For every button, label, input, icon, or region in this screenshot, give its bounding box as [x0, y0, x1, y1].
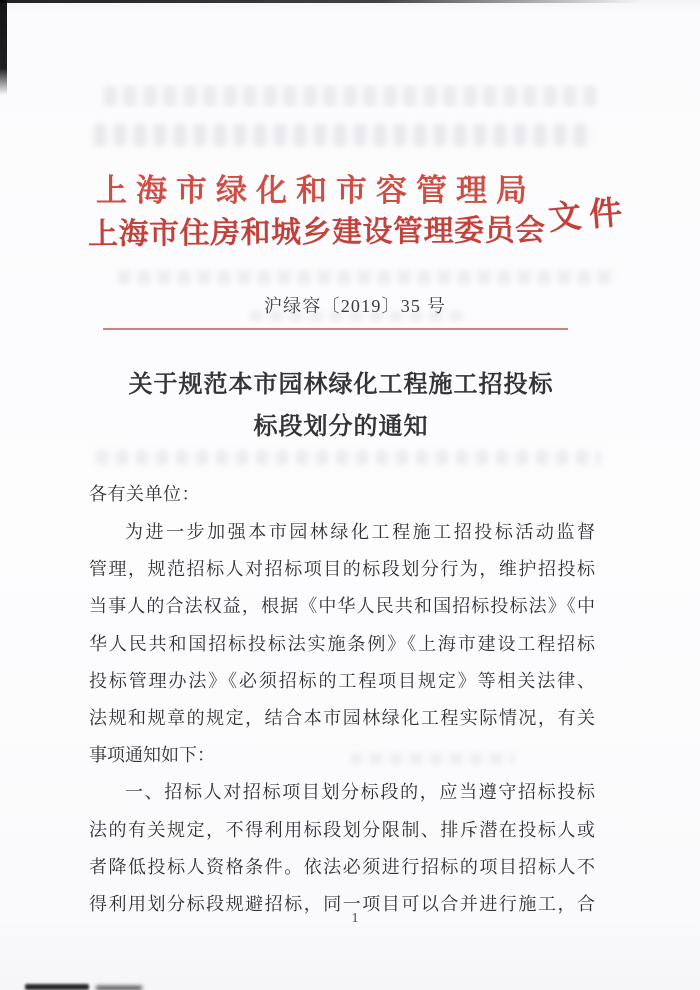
body-line: 法规和规章的规定，结合本市园林绿化工程实际情况，有关 [89, 708, 595, 729]
document-title [95, 365, 587, 448]
letterhead-agency-line1: 上海市绿化和市容管理局 [96, 173, 536, 208]
document-title-line1: 关于规范本市园林绿化工程施工招投标 [128, 372, 554, 398]
scan-mark-bottom-left-2 [96, 986, 142, 990]
body-line: 事项通知如下： [89, 745, 215, 766]
bleedthrough-ghost-text [96, 450, 601, 465]
salutation: 各有关单位： [89, 484, 200, 504]
red-separator-rule [103, 328, 568, 330]
bleedthrough-ghost-text [94, 124, 594, 146]
document-reference-number: 沪绿容〔2019〕35 号 [263, 296, 447, 316]
bleedthrough-ghost-text [118, 270, 618, 284]
letterhead-doc-type-label: 文件 [546, 194, 632, 238]
document-body [89, 514, 595, 923]
body-line: 一、招标人对招标项目划分标段的，应当遵守招标投标 [125, 782, 595, 803]
letterhead-agency-line2: 上海市住房和城乡建设管理委员会 [87, 214, 546, 251]
scan-mark-bottom-left [25, 984, 89, 990]
page-number: 1 [351, 911, 359, 926]
body-line: 当事人的合法权益，根据《中华人民共和国招标投标法》《中 [89, 596, 595, 617]
scan-edge-left [0, 0, 7, 95]
body-line: 为进一步加强本市园林绿化工程施工招投标活动监督 [125, 522, 595, 542]
body-line: 法的有关规定，不得利用标段划分限制、排斥潜在投标人或 [89, 819, 595, 840]
body-line: 者降低投标人资格条件。依法必须进行招标的项目招标人不 [89, 856, 595, 877]
scan-edge-top [0, 0, 655, 3]
document-title-line2: 标段划分的通知 [253, 413, 429, 440]
body-line: 华人民共和国招标投标法实施条例》《上海市建设工程招标 [89, 633, 595, 654]
bleedthrough-ghost-text [104, 86, 596, 106]
body-line: 投标管理办法》《必须招标的工程项目规定》等相关法律、 [89, 670, 595, 691]
body-line: 得利用划分标段规避招标，同一项目可以合并进行施工，合 [89, 894, 595, 915]
body-line: 管理，规范招标人对招标项目的标段划分行为，维护招投标 [89, 559, 595, 580]
